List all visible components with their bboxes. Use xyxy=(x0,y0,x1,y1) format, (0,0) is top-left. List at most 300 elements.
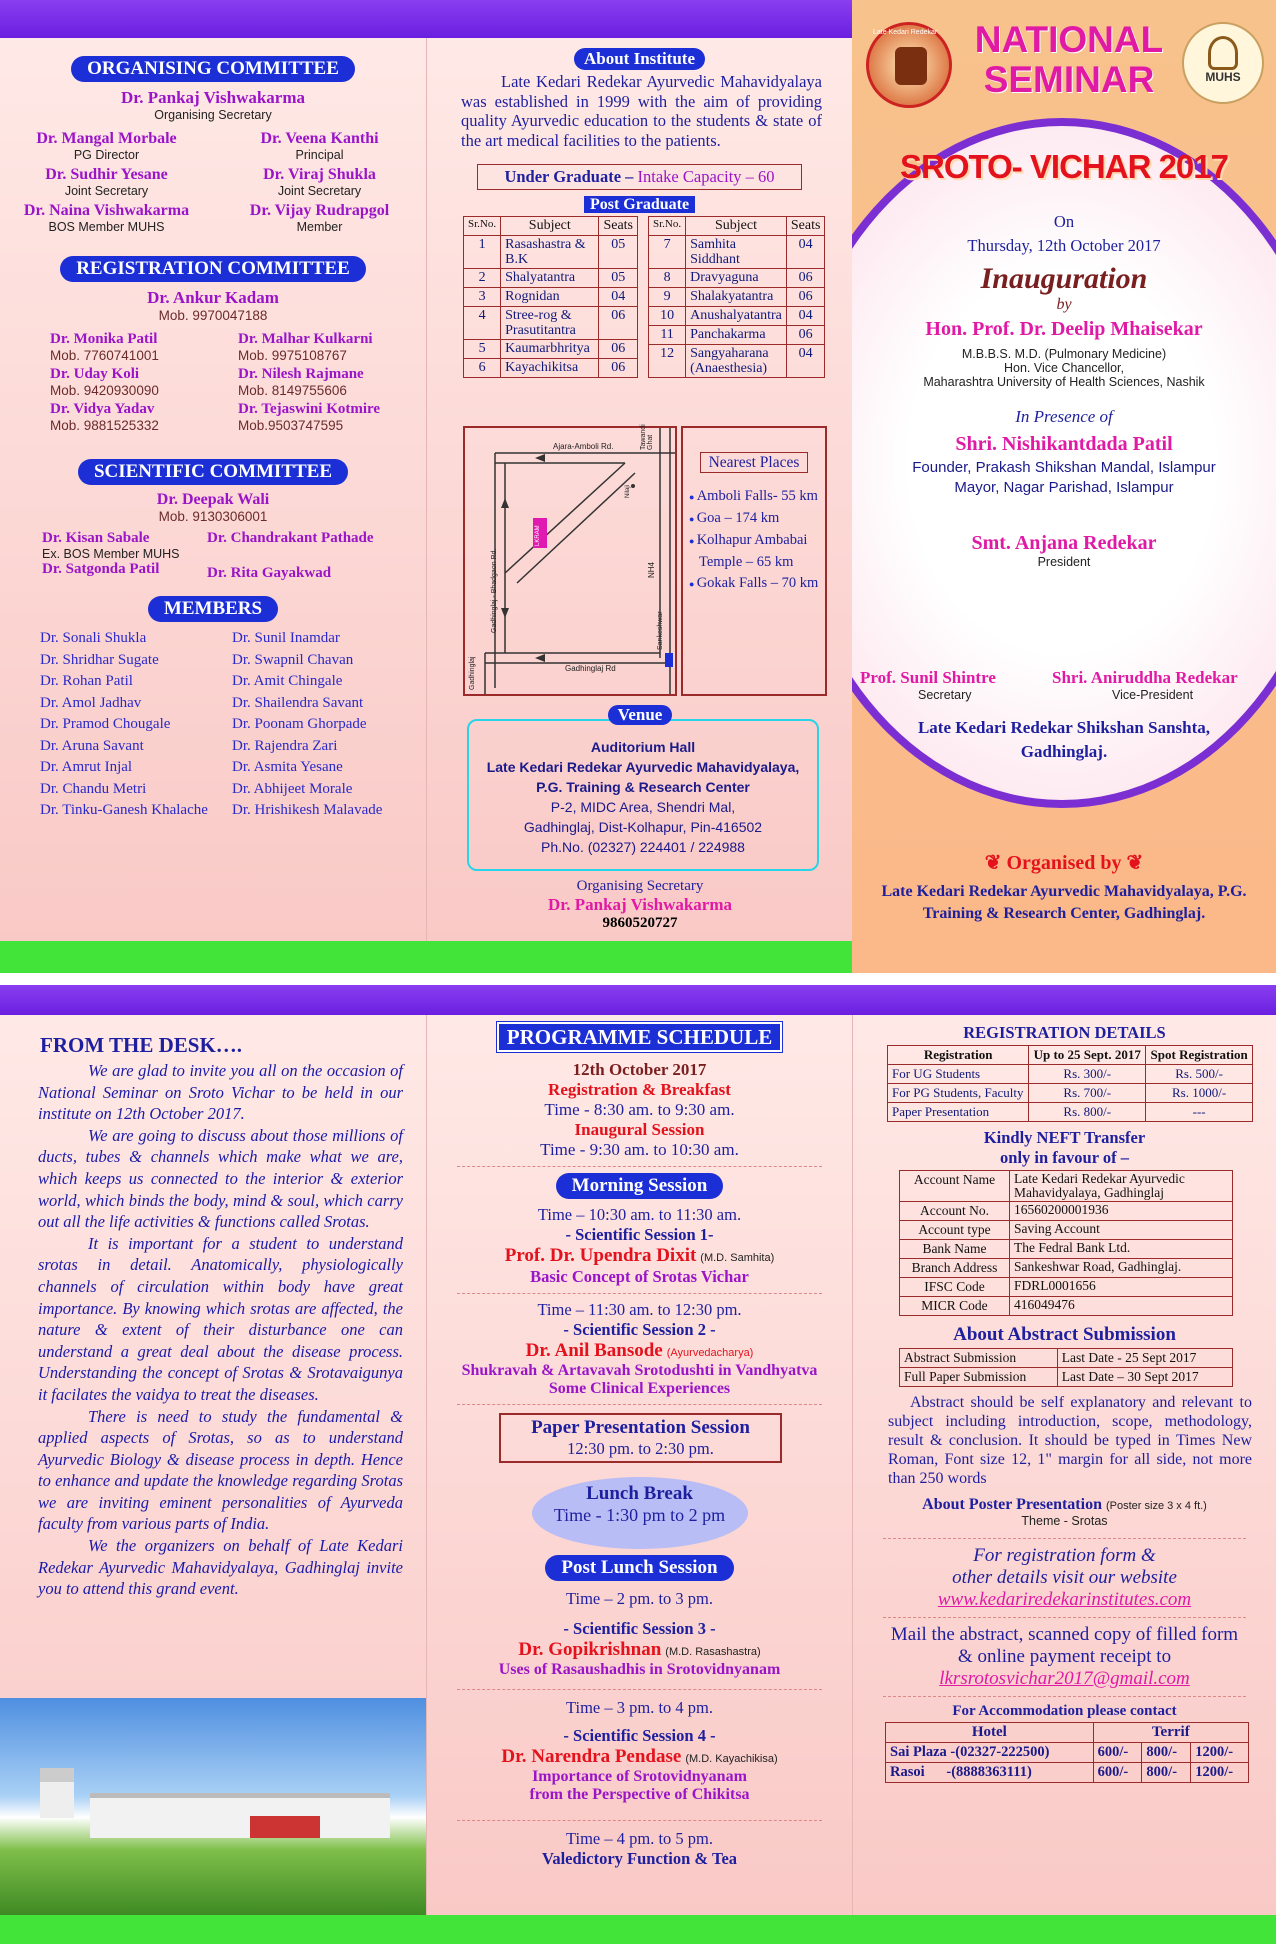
bank-row xyxy=(900,1259,1233,1278)
about-title: About Institute xyxy=(574,48,705,70)
sci-person-4: Dr. Rita Gayakwad xyxy=(207,565,332,581)
org-person-role: Principal xyxy=(295,148,344,162)
members-right-list xyxy=(232,628,382,822)
schedule-s3-name: Dr. Gopikrishnan xyxy=(518,1639,662,1660)
member-name: Dr. Hrishikesh Malavade xyxy=(232,802,383,818)
bank-row xyxy=(900,1202,1233,1221)
schedule-s1-label: - Scientific Session 1- xyxy=(565,1225,714,1244)
map-road-1: Ajara-Amboli Rd. xyxy=(553,442,614,451)
schedule-s3-topic: Uses of Rasaushadhis in Srotovidnyanam xyxy=(498,1661,781,1678)
schedule-val-time: Time – 4 pm. to 5 pm. xyxy=(566,1829,713,1848)
reg-row xyxy=(888,1065,1253,1084)
pg-header-cell: Sr.No. xyxy=(464,217,501,236)
reg-person xyxy=(238,331,426,363)
pg-cell: 06 xyxy=(599,359,638,378)
member-name: Dr. Amrut Injal xyxy=(40,759,133,775)
pg-cell: Shalakyatantra xyxy=(686,288,787,307)
reg-person-name: Dr. Vidya Yadav xyxy=(50,401,155,417)
desk-paragraph: There is need to study the fundamental & applied aspects of Srotas, so as to understand Ayurvedic Biology & disease process in depth. Hence to enhance and update the knowledge regarding Srotas we are inviting eminent personalities of Ayurveda faculty from various parts of India. xyxy=(38,1406,403,1534)
pg-header-row xyxy=(649,217,825,236)
venue-lines xyxy=(469,737,817,857)
abstract-row xyxy=(900,1368,1233,1387)
ug-value: Intake Capacity – 60 xyxy=(637,167,775,186)
nearest-title: Nearest Places xyxy=(700,452,809,473)
abstract-text: Abstract should be self explanatory and relevant to subject including introduction, scope, methodology, result & conclusion. It should be typed in Times New Roman, Font size 12, 1" margin for all side, not more than 250 words xyxy=(888,1394,1252,1487)
reg-cell: Paper Presentation xyxy=(888,1103,1029,1122)
reg-cell: Rs. 300/- xyxy=(1029,1065,1146,1084)
accommodation-table xyxy=(885,1722,1249,1783)
pg-header-cell: Subject xyxy=(501,217,599,236)
schedule-s4-topic-1: Importance of Srotovidnyanam xyxy=(532,1768,747,1785)
reg-person-name: Dr. Tejaswini Kotmire xyxy=(238,401,381,417)
reg-cell: For PG Students, Faculty xyxy=(888,1084,1029,1103)
member-name: Dr. Tinku-Ganesh Khalache xyxy=(40,802,208,818)
bank-value: The Fedral Bank Ltd. xyxy=(1010,1240,1233,1259)
cover-inauguration: Inauguration xyxy=(980,262,1148,295)
cover-sanstha: Late Kedari Redekar Shikshan Sanshta, Gadhinglaj. xyxy=(917,718,1211,761)
schedule-paper-time: 12:30 pm. to 2:30 pm. xyxy=(567,1439,714,1458)
schedule-s2-deg: (Ayurvedacharya) xyxy=(666,1347,754,1359)
members-title: MEMBERS xyxy=(148,596,278,622)
bank-value: FDRL0001656 xyxy=(1010,1278,1233,1297)
bottom-header-bar xyxy=(0,985,1276,1015)
org-person xyxy=(0,202,213,234)
pg-cell: 05 xyxy=(599,269,638,288)
abstract-row xyxy=(900,1349,1233,1368)
pg-row xyxy=(649,307,825,326)
nearest-place-item xyxy=(689,508,819,530)
schedule-s4-time: Time – 3 pm. to 4 pm. xyxy=(566,1698,713,1717)
pg-cell: 10 xyxy=(649,307,686,326)
org-person-name: Dr. Vijay Rudrapgol xyxy=(249,202,390,219)
acc-header-terrif: Terrif xyxy=(1093,1723,1248,1743)
reg-cell: Rs. 700/- xyxy=(1029,1084,1146,1103)
nearest-place-text: Kolhapur Ambabai Temple – 65 km xyxy=(696,532,808,570)
org-people-grid xyxy=(0,130,426,234)
organising-committee-title: ORGANISING COMMITTEE xyxy=(71,56,355,82)
venue-line: Late Kedari Redekar Ayurvedic Mahavidyalaya, xyxy=(486,759,800,775)
bank-row xyxy=(900,1221,1233,1240)
member-name: Dr. Amit Chingale xyxy=(232,673,343,689)
lunch-break-oval xyxy=(532,1477,748,1549)
abstract-title: About Abstract Submission xyxy=(953,1324,1176,1345)
schedule-date: 12th October 2017 xyxy=(572,1060,707,1079)
pg-cell: 04 xyxy=(786,236,825,269)
venue-sec-name: Dr. Pankaj Vishwakarma xyxy=(547,895,733,914)
acc-cell: Rasoi -(8888363111) xyxy=(886,1763,1094,1783)
member-name: Dr. Shailendra Savant xyxy=(232,694,364,711)
reg-cell: For UG Students xyxy=(888,1065,1029,1084)
members-left-list xyxy=(40,628,232,822)
cover-secretary-role: Secretary xyxy=(918,688,972,702)
org-person-name: Dr. Sudhir Yesane xyxy=(45,166,168,183)
map-road-3: Gadhinglaj - Bhadgaon Rd. xyxy=(491,548,498,633)
pg-row xyxy=(649,236,825,269)
organised-ornament-right: ❦ xyxy=(1121,852,1144,874)
cover-panel xyxy=(852,0,1276,973)
bullet-icon: ● xyxy=(689,579,697,589)
venue-box xyxy=(467,719,819,871)
org-person xyxy=(213,130,426,162)
cover-title-2: SEMINAR xyxy=(983,59,1155,100)
schedule-s1-name: Prof. Dr. Upendra Dixit xyxy=(504,1245,697,1266)
organised-ornament-left: ❦ xyxy=(984,852,1007,874)
bank-table xyxy=(899,1170,1233,1316)
schedule-s2-topic-2: Some Clinical Experiences xyxy=(548,1380,731,1397)
committees-panel xyxy=(0,38,426,941)
acc-cell: 800/- xyxy=(1142,1763,1191,1783)
org-person-role: PG Director xyxy=(73,148,140,162)
pg-cell: 2 xyxy=(464,269,501,288)
bank-row xyxy=(900,1240,1233,1259)
form-line-2: other details visit our website xyxy=(952,1567,1177,1588)
ug-label: Under Graduate – xyxy=(504,167,634,186)
acc-cell: 1200/- xyxy=(1191,1743,1249,1763)
org-lead-name: Dr. Pankaj Vishwakarma xyxy=(120,88,306,107)
org-person-name: Dr. Veena Kanthi xyxy=(260,130,379,147)
registration-table xyxy=(887,1045,1253,1122)
org-person xyxy=(213,166,426,198)
bank-row xyxy=(900,1297,1233,1316)
cover-chief-l3: Maharashtra University of Health Sciences, Nashik xyxy=(923,375,1205,389)
schedule-lunch-time: Time - 1:30 pm to 2 pm xyxy=(553,1505,726,1525)
acc-cell: Sai Plaza -(02327-222500) xyxy=(886,1743,1094,1763)
neft-line-2: only in favour of – xyxy=(1000,1148,1129,1167)
pg-row xyxy=(464,340,638,359)
abstract-cell: Full Paper Submission xyxy=(900,1368,1058,1387)
scientific-committee-title: SCIENTIFIC COMMITTEE xyxy=(78,459,348,485)
org-person-name: Dr. Viraj Shukla xyxy=(263,166,376,183)
pg-cell: Panchakarma xyxy=(686,326,787,345)
member-name: Dr. Sunil Inamdar xyxy=(232,630,340,646)
pg-row xyxy=(464,359,638,378)
pg-cell: 04 xyxy=(786,307,825,326)
bank-value: 16560200001936 xyxy=(1010,1202,1233,1221)
pg-cell: 4 xyxy=(464,307,501,340)
schedule-s1-time: Time – 10:30 am. to 11:30 am. xyxy=(537,1205,742,1224)
poster-title: About Poster Presentation xyxy=(922,1496,1102,1513)
pg-cell: 06 xyxy=(786,288,825,307)
schedule-s3-deg: (M.D. Rasashastra) xyxy=(665,1646,761,1658)
member-name: Dr. Shridhar Sugate xyxy=(40,651,159,668)
pg-row xyxy=(649,345,825,378)
desk-paragraph: We the organizers on behalf of Late Kedari Redekar Ayurvedic Mahavidyalaya, Gadhinglaj invite you to attend this grand event. xyxy=(38,1536,403,1599)
map-landmark: LKRAM xyxy=(535,525,541,546)
cover-on: On xyxy=(1053,212,1075,231)
website-link[interactable]: www.kedariredekarinstitutes.com xyxy=(937,1589,1192,1610)
cover-chief-l1: M.B.B.S. M.D. (Pulmonary Medicine) xyxy=(961,347,1167,361)
map-road-9: Nilaji xyxy=(625,484,631,498)
schedule-s2-label: - Scientific Session 2 - xyxy=(563,1320,716,1339)
sci-person-2: Dr. Chandrakant Pathade xyxy=(207,530,374,546)
pg-cell: Rasashastra & B.K xyxy=(501,236,599,269)
registration-panel xyxy=(852,1015,1276,1915)
org-person xyxy=(213,202,426,234)
pg-cell: 05 xyxy=(599,236,638,269)
cover-president-role: President xyxy=(1037,555,1091,569)
desk-title: FROM THE DESK…. xyxy=(40,1033,243,1057)
reg-header-cell: Registration xyxy=(888,1046,1029,1065)
cover-chief: Hon. Prof. Dr. Deelip Mhaisekar xyxy=(925,318,1203,340)
org-person xyxy=(0,166,213,198)
pg-table-right xyxy=(648,216,825,378)
desk-panel xyxy=(0,1015,426,1915)
schedule-post: Post Lunch Session xyxy=(545,1555,733,1581)
schedule-inaug: Inaugural Session xyxy=(574,1120,705,1139)
email-link[interactable]: lkrsrotosvichar2017@gmail.com xyxy=(939,1668,1190,1689)
pg-cell: 06 xyxy=(786,269,825,288)
org-person-role: BOS Member MUHS xyxy=(48,220,165,234)
schedule-reg-time: Time - 8:30 am. to 9:30 am. xyxy=(544,1100,735,1119)
muhs-logo xyxy=(1182,22,1264,104)
poster-size: (Poster size 3 x 4 ft.) xyxy=(1105,1500,1207,1512)
campus-photo xyxy=(0,1698,426,1915)
pg-header-row xyxy=(464,217,638,236)
bank-value: Sankeshwar Road, Gadhinglaj. xyxy=(1010,1259,1233,1278)
map-road-5: Gadhinglaj Rd xyxy=(565,664,616,673)
reg-person-name: Dr. Monika Patil xyxy=(50,331,158,347)
pg-cell: 7 xyxy=(649,236,686,269)
bullet-icon: ● xyxy=(689,492,697,502)
pg-cell: Shalyatantra xyxy=(501,269,599,288)
sci-person-1-role: Ex. BOS Member MUHS xyxy=(42,547,180,561)
org-lead-role: Organising Secretary xyxy=(154,108,272,122)
sci-person-3: Dr. Satgonda Patil xyxy=(42,561,160,577)
reg-row xyxy=(888,1084,1253,1103)
pg-header-cell: Seats xyxy=(786,217,825,236)
top-header-bar xyxy=(0,0,852,38)
bank-row xyxy=(900,1171,1233,1202)
venue-line: Ph.No. (02327) 224401 / 224988 xyxy=(541,839,745,855)
pg-cell: 11 xyxy=(649,326,686,345)
pg-cell: Kayachikitsa xyxy=(501,359,599,378)
schedule-panel xyxy=(426,1015,852,1915)
schedule-morning: Morning Session xyxy=(556,1173,724,1199)
member-name: Dr. Asmita Yesane xyxy=(232,759,343,775)
poster-theme: Theme - Srotas xyxy=(1021,1514,1108,1528)
schedule-reg: Registration & Breakfast xyxy=(548,1080,731,1099)
bullet-icon: ● xyxy=(689,514,697,524)
schedule-s2-topic-1: Shukravah & Artavavah Srotodushti in Vandhyatva xyxy=(461,1362,818,1379)
top-footer-bar xyxy=(0,941,852,973)
reg-person xyxy=(238,401,426,433)
venue-line: P-2, MIDC Area, Shendri Mal, xyxy=(550,799,736,815)
org-person-name: Dr. Naina Vishwakarma xyxy=(23,202,190,219)
pg-row xyxy=(649,288,825,307)
pg-cell: Rognidan xyxy=(501,288,599,307)
acc-header-row xyxy=(886,1723,1249,1743)
cover-president: Smt. Anjana Redekar xyxy=(971,532,1157,554)
sci-lead-mob: Mob. 9130306001 xyxy=(158,509,268,524)
org-person-name: Dr. Mangal Morbale xyxy=(36,130,177,147)
schedule-inaug-time: Time - 9:30 am. to 10:30 am. xyxy=(540,1140,739,1159)
mail-line-1: Mail the abstract, scanned copy of filled form xyxy=(890,1624,1239,1645)
nearest-place-text: Gokak Falls – 70 km xyxy=(696,575,819,591)
nearest-list xyxy=(689,486,819,595)
member-name: Dr. Amol Jadhav xyxy=(40,694,142,711)
pg-cell: Kaumarbhritya xyxy=(501,340,599,359)
cover-organised-by: Organised by xyxy=(1006,852,1122,874)
venue-line: Gadhinglaj, Dist-Kolhapur, Pin-416502 xyxy=(523,819,763,835)
cover-chief-l2: Hon. Vice Chancellor, xyxy=(1004,361,1124,375)
schedule-s1-deg: (M.D. Samhita) xyxy=(700,1252,775,1264)
pg-cell: Anushalyatantra xyxy=(686,307,787,326)
schedule-s4-topic-2: from the Perspective of Chikitsa xyxy=(529,1786,750,1803)
location-map xyxy=(463,426,677,696)
reg-person-mob: Mob. 8149755606 xyxy=(238,383,347,398)
acc-header-hotel: Hotel xyxy=(886,1723,1094,1743)
pg-cell: 12 xyxy=(649,345,686,378)
institute-logo xyxy=(866,22,952,108)
abstract-cell: Abstract Submission xyxy=(900,1349,1058,1368)
bank-value: Saving Account xyxy=(1010,1221,1233,1240)
pg-cell: Dravyaguna xyxy=(686,269,787,288)
reg-person-name: Dr. Malhar Kulkarni xyxy=(238,331,373,347)
schedule-s3-label: - Scientific Session 3 - xyxy=(563,1619,716,1638)
abstract-table xyxy=(899,1348,1233,1387)
cover-guest-l1: Founder, Prakash Shikshan Mandal, Islampur xyxy=(912,459,1216,476)
schedule-paper: Paper Presentation Session xyxy=(531,1417,750,1438)
schedule-title: PROGRAMME SCHEDULE xyxy=(497,1022,782,1052)
desk-paragraph: We are glad to invite you all on the occasion of National Seminar on Sroto Vichar to be held in our institute on 12th October 2017. xyxy=(38,1061,403,1124)
reg-cell: --- xyxy=(1146,1103,1253,1122)
cover-org: Late Kedari Redekar Ayurvedic Mahavidyalaya, P.G. Training & Research Center, Gadhinglaj. xyxy=(881,883,1247,922)
reg-header-cell: Spot Registration xyxy=(1146,1046,1253,1065)
nearest-place-item xyxy=(689,486,819,508)
cover-event: SROTO- VICHAR 2017 xyxy=(900,148,1228,185)
pg-cell: 3 xyxy=(464,288,501,307)
reg-cell: Rs. 800/- xyxy=(1029,1103,1146,1122)
paper-session-box xyxy=(499,1413,782,1463)
about-panel xyxy=(426,38,852,941)
pg-cell: 6 xyxy=(464,359,501,378)
venue-sec-phone: 9860520727 xyxy=(602,915,678,931)
reg-person xyxy=(238,366,426,398)
pg-row xyxy=(649,269,825,288)
nearest-place-text: Amboli Falls- 55 km xyxy=(696,488,818,504)
org-person-role: Joint Secretary xyxy=(277,184,362,198)
member-name: Dr. Swapnil Chavan xyxy=(232,651,354,668)
pg-title: Post Graduate xyxy=(584,196,695,213)
pg-cell: 1 xyxy=(464,236,501,269)
bank-label: Account type xyxy=(900,1221,1010,1240)
member-name: Dr. Aruna Savant xyxy=(40,737,144,754)
reg-person-name: Dr. Nilesh Rajmane xyxy=(238,366,364,382)
pg-row xyxy=(464,307,638,340)
pg-header-cell: Subject xyxy=(686,217,787,236)
sci-person-1: Dr. Kisan Sabale xyxy=(42,530,150,546)
bank-label: MICR Code xyxy=(900,1297,1010,1316)
pg-header-cell: Sr.No. xyxy=(649,217,686,236)
bank-value: Late Kedari Redekar Ayurvedic Mahavidyalaya, Gadhinglaj xyxy=(1010,1171,1233,1202)
cover-vp: Shri. Aniruddha Redekar xyxy=(1052,668,1238,687)
member-name: Dr. Sonali Shukla xyxy=(40,630,147,646)
member-name: Dr. Poonam Ghorpade xyxy=(232,716,367,732)
map-road-6: Gadhinglaj xyxy=(469,656,476,690)
schedule-s2-time: Time – 11:30 am. to 12:30 pm. xyxy=(537,1300,742,1319)
about-text: Late Kedari Redekar Ayurvedic Mahavidyalaya was established in 1999 with the aim of providing quality Ayurvedic education to the students & state of the art medical facilities to the patients. xyxy=(461,72,822,150)
reg-cell: Rs. 500/- xyxy=(1146,1065,1253,1084)
reg-person xyxy=(50,366,238,398)
desk-paragraphs xyxy=(0,1060,426,1600)
pg-header-cell: Seats xyxy=(599,217,638,236)
reg-people-grid xyxy=(0,331,426,433)
pg-cell: 5 xyxy=(464,340,501,359)
bank-value: 416049476 xyxy=(1010,1297,1233,1316)
schedule-lunch: Lunch Break xyxy=(586,1483,693,1504)
acc-cell: 800/- xyxy=(1142,1743,1191,1763)
reg-person-mob: Mob. 7760741001 xyxy=(50,348,159,363)
acc-row xyxy=(886,1743,1249,1763)
pg-cell: Sangyaharana (Anaesthesia) xyxy=(686,345,787,378)
acc-cell: 1200/- xyxy=(1191,1763,1249,1783)
cover-vp-role: Vice-President xyxy=(1112,688,1194,702)
reg-person-mob: Mob. 9881525332 xyxy=(50,418,159,433)
member-name: Dr. Rajendra Zari xyxy=(232,737,338,754)
cover-presence: In Presence of xyxy=(1015,407,1113,426)
pg-cell: 9 xyxy=(649,288,686,307)
desk-paragraph: It is important for a student to understand srotas in detail. Anatomically, physiologically channels of circulation within body have great importance. By knowing which srotas are affected, the nature & extent of their disturbance one can understand a great deal about the disease process. Understanding the concept of Srotas & Srotavaigunya it facilates the vaidya to treat the diseases. xyxy=(38,1233,403,1404)
cover-date: Thursday, 12th October 2017 xyxy=(967,236,1161,255)
acc-cell: 600/- xyxy=(1093,1763,1142,1783)
reg-title: REGISTRATION DETAILS xyxy=(963,1023,1166,1042)
acc-title: For Accommodation please contact xyxy=(952,1703,1177,1719)
org-person-role: Member xyxy=(296,220,343,234)
cover-secretary: Prof. Sunil Shintre xyxy=(860,668,996,687)
pg-cell: Samhita Siddhant xyxy=(686,236,787,269)
schedule-s4-name: Dr. Narendra Pendase xyxy=(501,1746,682,1767)
bank-label: Bank Name xyxy=(900,1240,1010,1259)
member-name: Dr. Rohan Patil xyxy=(40,673,133,689)
org-person-role: Joint Secretary xyxy=(64,184,149,198)
pg-cell: 04 xyxy=(786,345,825,378)
nearest-place-text: Goa – 174 km xyxy=(696,510,780,526)
schedule-s4-label: - Scientific Session 4 - xyxy=(563,1726,716,1745)
cover-by: by xyxy=(1056,296,1072,313)
bank-label: Account Name xyxy=(900,1171,1010,1202)
member-name: Dr. Pramod Chougale xyxy=(40,716,171,732)
member-name: Dr. Abhijeet Morale xyxy=(232,780,353,797)
venue-line: Auditorium Hall xyxy=(590,739,696,755)
map-road-7: Sankeshwar xyxy=(657,611,664,650)
half-divider xyxy=(0,973,1276,985)
pg-table-left xyxy=(463,216,638,378)
ug-box xyxy=(477,164,802,190)
reg-person xyxy=(50,331,238,363)
schedule-s3-time: Time – 2 pm. to 3 pm. xyxy=(566,1589,713,1608)
reg-person-mob: Mob. 9975108767 xyxy=(238,348,347,363)
reg-lead-mob: Mob. 9970047188 xyxy=(158,308,268,323)
reg-row xyxy=(888,1103,1253,1122)
desk-paragraph: We are going to discuss about those millions of ducts, tubes & channels which make what we are, which keeps us connected to the interior & exterior world, which binds the body, mind & soul, which carry out all the life activities & functions called Srotas. xyxy=(38,1125,403,1232)
pg-row xyxy=(464,269,638,288)
venue-title: Venue xyxy=(608,705,673,725)
nearest-places-box xyxy=(681,426,827,696)
member-name: Dr. Chandu Metri xyxy=(40,780,147,797)
institute-logo-text: Late Kedari Redekar xyxy=(873,29,938,36)
bank-label: Branch Address xyxy=(900,1259,1010,1278)
reg-header-row xyxy=(888,1046,1253,1065)
pg-cell: 8 xyxy=(649,269,686,288)
pg-cell: 06 xyxy=(786,326,825,345)
venue-sec-label: Organising Secretary xyxy=(576,878,704,894)
muhs-logo-text: MUHS xyxy=(1205,70,1241,84)
pg-row xyxy=(464,288,638,307)
pg-cell: 04 xyxy=(599,288,638,307)
schedule-s2-name: Dr. Anil Bansode xyxy=(525,1340,663,1361)
bottom-footer-bar xyxy=(0,1915,1276,1944)
sci-lead-name: Dr. Deepak Wali xyxy=(156,491,270,508)
